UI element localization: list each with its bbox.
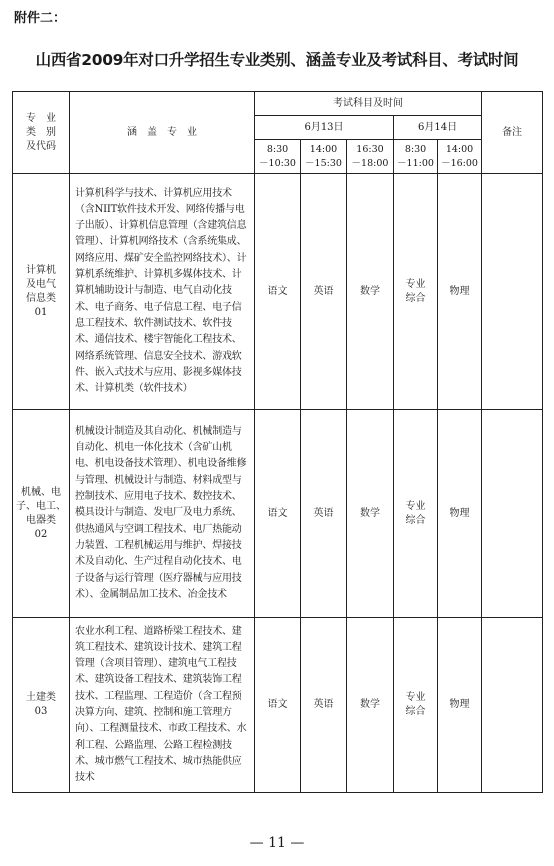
row-subject: 专业 综合 xyxy=(394,618,438,793)
header-day-2: 6月14日 xyxy=(394,116,482,140)
row-coverage: 农业水利工程、道路桥梁工程技术、建筑工程技术、建筑设计技术、建筑工程管理（含项目管理）、建筑电气工程技术、建筑设备工程技术、建筑装饰工程技术、工程监理、工程造价（含工程预决算方向、建筑、控制和施工管理方向）、工程测量技术、市政工程技术、水利工程、公路监理、公路工程检测技术、城市燃气工程技术、城市热能供应技术 xyxy=(70,618,255,793)
row-subject: 物理 xyxy=(438,174,482,410)
row-remarks xyxy=(482,410,543,618)
row-category: 土建类 03 xyxy=(13,618,70,793)
row-subject: 语文 xyxy=(255,410,301,618)
row-remarks xyxy=(482,618,543,793)
row-subject: 专业 综合 xyxy=(394,174,438,410)
header-day-1: 6月13日 xyxy=(255,116,394,140)
attachment-label: 附件二： xyxy=(14,11,67,26)
header-category: 专 业 类 别 及代码 xyxy=(13,92,70,174)
row-subject: 语文 xyxy=(255,618,301,793)
row-subject: 数学 xyxy=(347,174,394,410)
row-subject: 数学 xyxy=(347,410,394,618)
row-category: 机械、电 子、电工、 电器类 02 xyxy=(13,410,70,618)
header-slot: 14:00 －16:00 xyxy=(438,140,482,174)
row-coverage: 计算机科学与技术、计算机应用技术（含NIIT软件技术开发、网络传播与电子出版）、计算机信息管理（含建筑信息管理）、计算机网络技术（含系统集成、网络应用、煤矿安全监控网络技术）、计算机系统维护、计算机多媒体技术、计算机辅助设计与制造、电气自动化技术、电子商务、电子信息工程、电子信息工程技术、软件测试技术、软件技术、通信技术、楼宇智能化工程技术、网络系统管理、信息安全技术、游戏软件、嵌入式技术与应用、影视多媒体技术、计算机类（软件技术） xyxy=(70,174,255,410)
table-row xyxy=(13,410,543,618)
page-title: 山西省2009年对口升学招生专业类别、涵盖专业及考试科目、考试时间 xyxy=(35,51,519,69)
table-row xyxy=(13,174,543,410)
row-subject: 语文 xyxy=(255,174,301,410)
header-slot: 8:30 －11:00 xyxy=(394,140,438,174)
row-subject: 数学 xyxy=(347,618,394,793)
header-coverage: 涵 盖 专 业 xyxy=(70,92,255,174)
page-number: — 11 — xyxy=(249,835,305,851)
row-coverage: 机械设计制造及其自动化、机械制造与自动化、机电一体化技术（含矿山机电、机电设备技术管理）、机电设备维修与管理、机械设计与制造、材料成型与控制技术、应用电子技术、数控技术、模具设计与制造、发电厂及电力系统、供热通风与空调工程技术、电厂热能动力装置、工程机械运用与维护、焊接技术及自动化、生产过程自动化技术、电子设备与运行管理（医疗器械与应用技术）、金属制品加工技术、冶金技术 xyxy=(70,410,255,618)
row-subject: 英语 xyxy=(301,410,347,618)
row-subject: 英语 xyxy=(301,618,347,793)
row-remarks xyxy=(482,174,543,410)
exam-schedule-table xyxy=(12,91,543,793)
table-row xyxy=(13,618,543,793)
header-exam-group: 考试科目及时间 xyxy=(255,92,482,116)
header-remarks: 备注 xyxy=(482,92,543,174)
header-slot: 16:30 －18:00 xyxy=(347,140,394,174)
row-subject: 专业 综合 xyxy=(394,410,438,618)
row-subject: 物理 xyxy=(438,410,482,618)
header-slot: 14:00 －15:30 xyxy=(301,140,347,174)
row-category: 计算机 及电气 信息类 01 xyxy=(13,174,70,410)
row-subject: 英语 xyxy=(301,174,347,410)
header-slot: 8:30 －10:30 xyxy=(255,140,301,174)
row-subject: 物理 xyxy=(438,618,482,793)
